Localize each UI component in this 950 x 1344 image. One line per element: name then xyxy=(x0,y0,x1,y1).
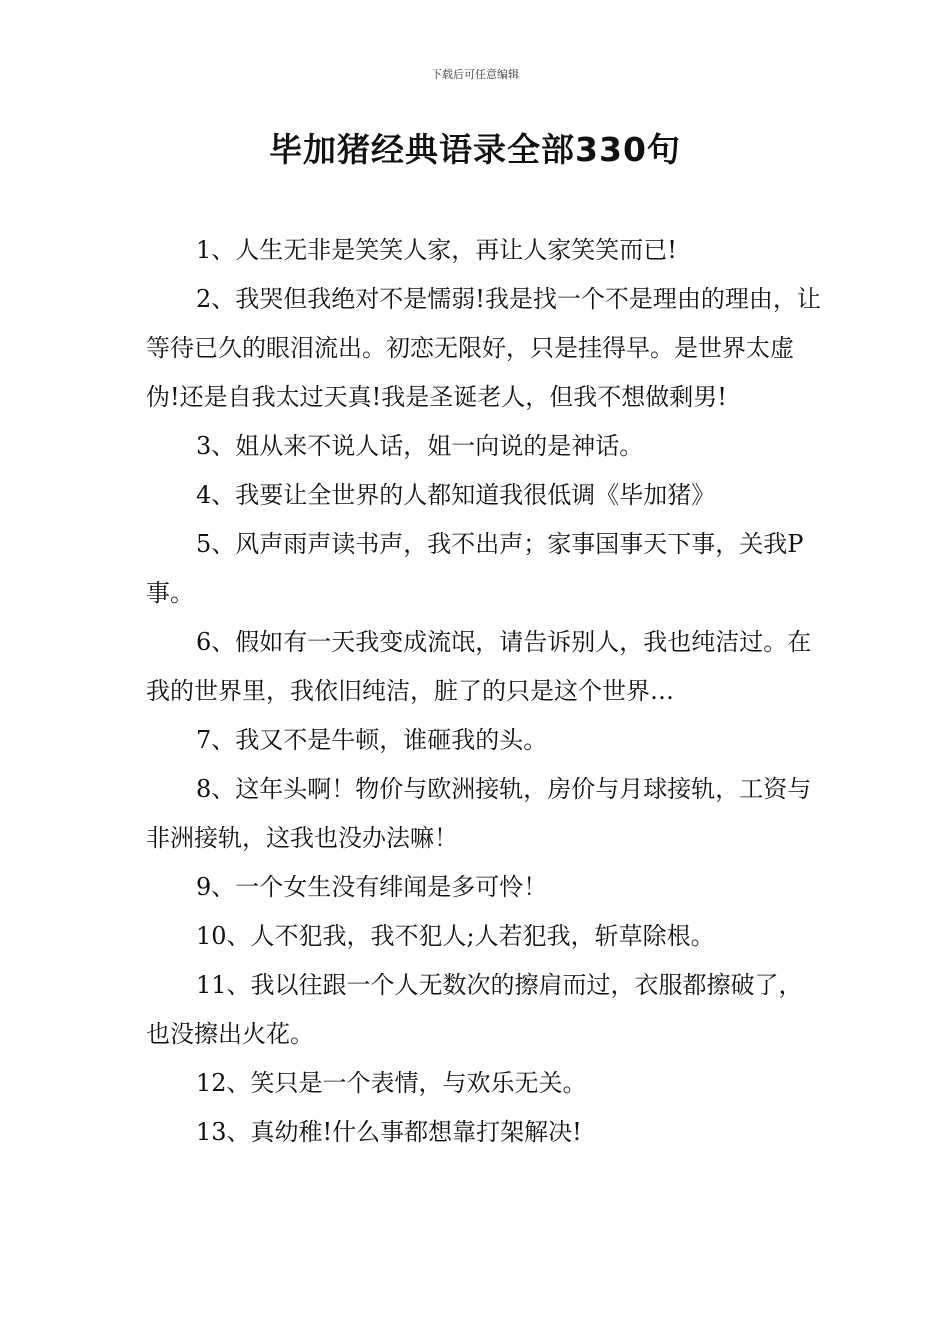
quote-paragraph-5: 5、风声雨声读书声，我不出声；家事国事天下事，关我P事。 xyxy=(146,530,804,607)
quote-paragraph-4: 4、我要让全世界的人都知道我很低调《毕加猪》 xyxy=(196,481,716,509)
quote-paragraph-10: 10、人不犯我，我不犯人;人若犯我，斩草除根。 xyxy=(196,922,715,950)
quote-paragraph-13: 13、真幼稚!什么事都想靠打架解决! xyxy=(196,1118,582,1146)
quote-paragraph-3: 3、姐从来不说人话，姐一向说的是神话。 xyxy=(196,432,644,460)
page-title: 毕加猪经典语录全部330句 xyxy=(269,130,681,169)
quote-paragraph-9: 9、一个女生没有绯闻是多可怜！ xyxy=(196,873,548,901)
quote-paragraph-2: 2、我哭但我绝对不是懦弱!我是找一个不是理由的理由，让等待已久的眼泪流出。初恋无限好，只是挂得早。是世界太虚伪!还是自我太过天真!我是圣诞老人，但我不想做剩男! xyxy=(146,285,821,411)
quote-paragraph-12: 12、笑只是一个表情，与欢乐无关。 xyxy=(196,1069,587,1097)
quote-paragraph-11: 11、我以往跟一个人无数次的擦肩而过，衣服都擦破了，也没擦出火花。 xyxy=(146,971,803,1048)
quote-paragraph-8: 8、这年头啊！物价与欧洲接轨，房价与月球接轨，工资与非洲接轨，这我也没办法嘛！ xyxy=(146,775,812,852)
quote-paragraph-6: 6、假如有一天我变成流氓，请告诉别人，我也纯洁过。在我的世界里，我依旧纯洁，脏了的只是这个世界… xyxy=(146,628,812,705)
quote-list xyxy=(146,226,826,1157)
page-header-note: 下载后可任意编辑 xyxy=(431,68,519,81)
quote-paragraph-7: 7、我又不是牛顿，谁砸我的头。 xyxy=(196,726,548,754)
quote-paragraph-1: 1、人生无非是笑笑人家，再让人家笑笑而已! xyxy=(196,236,677,264)
